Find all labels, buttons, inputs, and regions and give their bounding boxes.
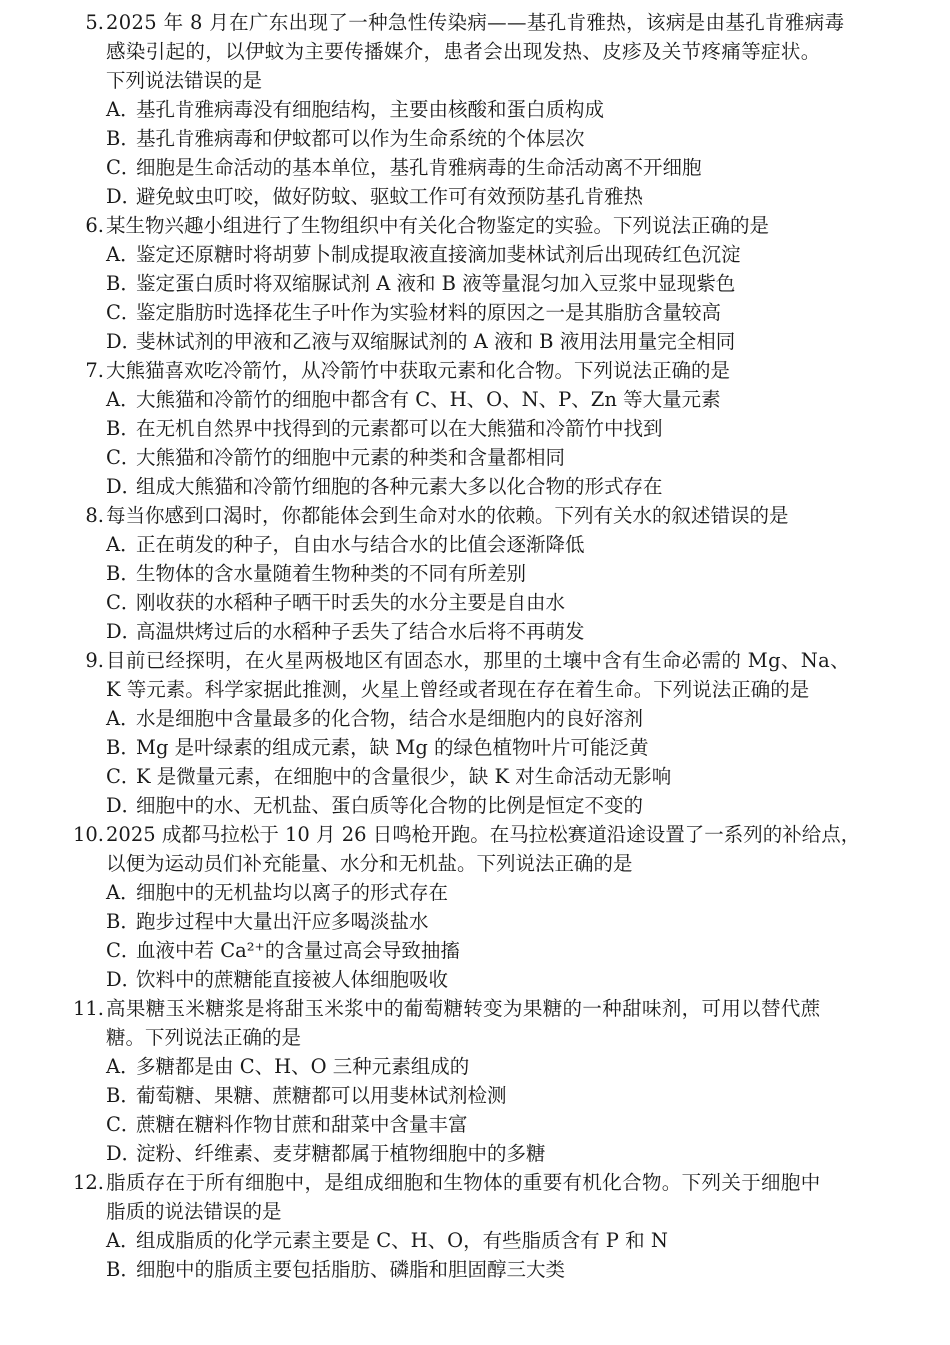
option-c: C．刚收获的水稻种子晒干时丢失的水分主要是自由水 — [106, 591, 566, 614]
question-stem: 高果糖玉米糖浆是将甜玉米浆中的葡萄糖转变为果糖的一种甜味剂，可用以替代蔗 — [106, 997, 821, 1020]
option-d: D．高温烘烤过后的水稻种子丢失了结合水后将不再萌发 — [106, 620, 585, 643]
question-number: 8. — [85, 504, 104, 527]
question-stem: 目前已经探明，在火星两极地区有固态水，那里的土壤中含有生命必需的 Mg、Na、 — [106, 649, 850, 672]
question-12 — [0, 1168, 950, 1284]
question-stem: 每当你感到口渴时，你都能体会到生命对水的依赖。下列有关水的叙述错误的是 — [106, 504, 789, 527]
option-a: A．细胞中的无机盐均以离子的形式存在 — [106, 881, 449, 904]
question-number: 5. — [85, 11, 104, 34]
option-a: A．多糖都是由 C、H、O 三种元素组成的 — [106, 1055, 470, 1078]
question-stem: 下列说法错误的是 — [106, 69, 263, 92]
question-number: 11. — [72, 997, 104, 1020]
question-stem: 以便为运动员们补充能量、水分和无机盐。下列说法正确的是 — [106, 852, 633, 875]
exam-page — [0, 8, 950, 1284]
option-c: C．鉴定脂肪时选择花生子叶作为实验材料的原因之一是其脂肪含量较高 — [106, 301, 722, 324]
question-number: 12. — [72, 1171, 104, 1194]
option-b: B．跑步过程中大量出汗应多喝淡盐水 — [106, 910, 429, 933]
question-7 — [0, 356, 950, 501]
question-stem: 感染引起的，以伊蚊为主要传播媒介，患者会出现发热、皮疹及关节疼痛等症状。 — [106, 40, 821, 63]
option-d: D．淀粉、纤维素、麦芽糖都属于植物细胞中的多糖 — [106, 1142, 546, 1165]
option-a: A．鉴定还原糖时将胡萝卜制成提取液直接滴加斐林试剂后出现砖红色沉淀 — [106, 243, 741, 266]
question-stem: 2025 成都马拉松于 10 月 26 日鸣枪开跑。在马拉松赛道沿途设置了一系列的补给点， — [106, 823, 861, 846]
option-b: B．鉴定蛋白质时将双缩脲试剂 A 液和 B 液等量混匀加入豆浆中显现紫色 — [106, 272, 736, 295]
question-number: 10. — [72, 823, 104, 846]
question-10 — [0, 820, 950, 994]
option-b: B．细胞中的脂质主要包括脂肪、磷脂和胆固醇三大类 — [106, 1258, 566, 1281]
option-c: C．细胞是生命活动的基本单位，基孔肯雅病毒的生命活动离不开细胞 — [106, 156, 702, 179]
question-stem: 大熊猫喜欢吃冷箭竹，从冷箭竹中获取元素和化合物。下列说法正确的是 — [106, 359, 731, 382]
question-6 — [0, 211, 950, 356]
option-c: C．K 是微量元素，在细胞中的含量很少，缺 K 对生命活动无影响 — [106, 765, 672, 788]
option-d: D．饮料中的蔗糖能直接被人体细胞吸收 — [106, 968, 449, 991]
option-a: A．正在萌发的种子，自由水与结合水的比值会逐渐降低 — [106, 533, 585, 556]
option-b: B．基孔肯雅病毒和伊蚊都可以作为生命系统的个体层次 — [106, 127, 585, 150]
question-11 — [0, 994, 950, 1168]
question-stem: K 等元素。科学家据此推测，火星上曾经或者现在存在着生命。下列说法正确的是 — [106, 678, 810, 701]
option-c: C．大熊猫和冷箭竹的细胞中元素的种类和含量都相同 — [106, 446, 566, 469]
question-5 — [0, 8, 950, 211]
question-9 — [0, 646, 950, 820]
option-c: C．蔗糖在糖料作物甘蔗和甜菜中含量丰富 — [106, 1113, 468, 1136]
option-a: A．组成脂质的化学元素主要是 C、H、O，有些脂质含有 P 和 N — [106, 1229, 668, 1252]
option-d: D．细胞中的水、无机盐、蛋白质等化合物的比例是恒定不变的 — [106, 794, 644, 817]
option-b: B．葡萄糖、果糖、蔗糖都可以用斐林试剂检测 — [106, 1084, 507, 1107]
option-c: C．血液中若 Ca²⁺的含量过高会导致抽搐 — [106, 939, 460, 962]
option-d: D．斐林试剂的甲液和乙液与双缩脲试剂的 A 液和 B 液用法用量完全相同 — [106, 330, 736, 353]
question-stem: 2025 年 8 月在广东出现了一种急性传染病——基孔肯雅热，该病是由基孔肯雅病毒 — [106, 11, 845, 34]
question-number: 9. — [85, 649, 104, 672]
question-number: 7. — [85, 359, 104, 382]
option-d: D．组成大熊猫和冷箭竹细胞的各种元素大多以化合物的形式存在 — [106, 475, 663, 498]
option-a: A．水是细胞中含量最多的化合物，结合水是细胞内的良好溶剂 — [106, 707, 644, 730]
option-a: A．基孔肯雅病毒没有细胞结构，主要由核酸和蛋白质构成 — [106, 98, 605, 121]
question-8 — [0, 501, 950, 646]
option-a: A．大熊猫和冷箭竹的细胞中都含有 C、H、O、N、P、Zn 等大量元素 — [106, 388, 721, 411]
question-stem: 糖。下列说法正确的是 — [106, 1026, 302, 1049]
question-stem: 脂质存在于所有细胞中，是组成细胞和生物体的重要有机化合物。下列关于细胞中 — [106, 1171, 821, 1194]
option-b: B．生物体的含水量随着生物种类的不同有所差别 — [106, 562, 527, 585]
question-stem: 脂质的说法错误的是 — [106, 1200, 282, 1223]
option-b: B．Mg 是叶绿素的组成元素，缺 Mg 的绿色植物叶片可能泛黄 — [106, 736, 649, 759]
question-number: 6. — [85, 214, 104, 237]
option-d: D．避免蚊虫叮咬，做好防蚊、驱蚊工作可有效预防基孔肯雅热 — [106, 185, 644, 208]
option-b: B．在无机自然界中找得到的元素都可以在大熊猫和冷箭竹中找到 — [106, 417, 663, 440]
question-stem: 某生物兴趣小组进行了生物组织中有关化合物鉴定的实验。下列说法正确的是 — [106, 214, 770, 237]
